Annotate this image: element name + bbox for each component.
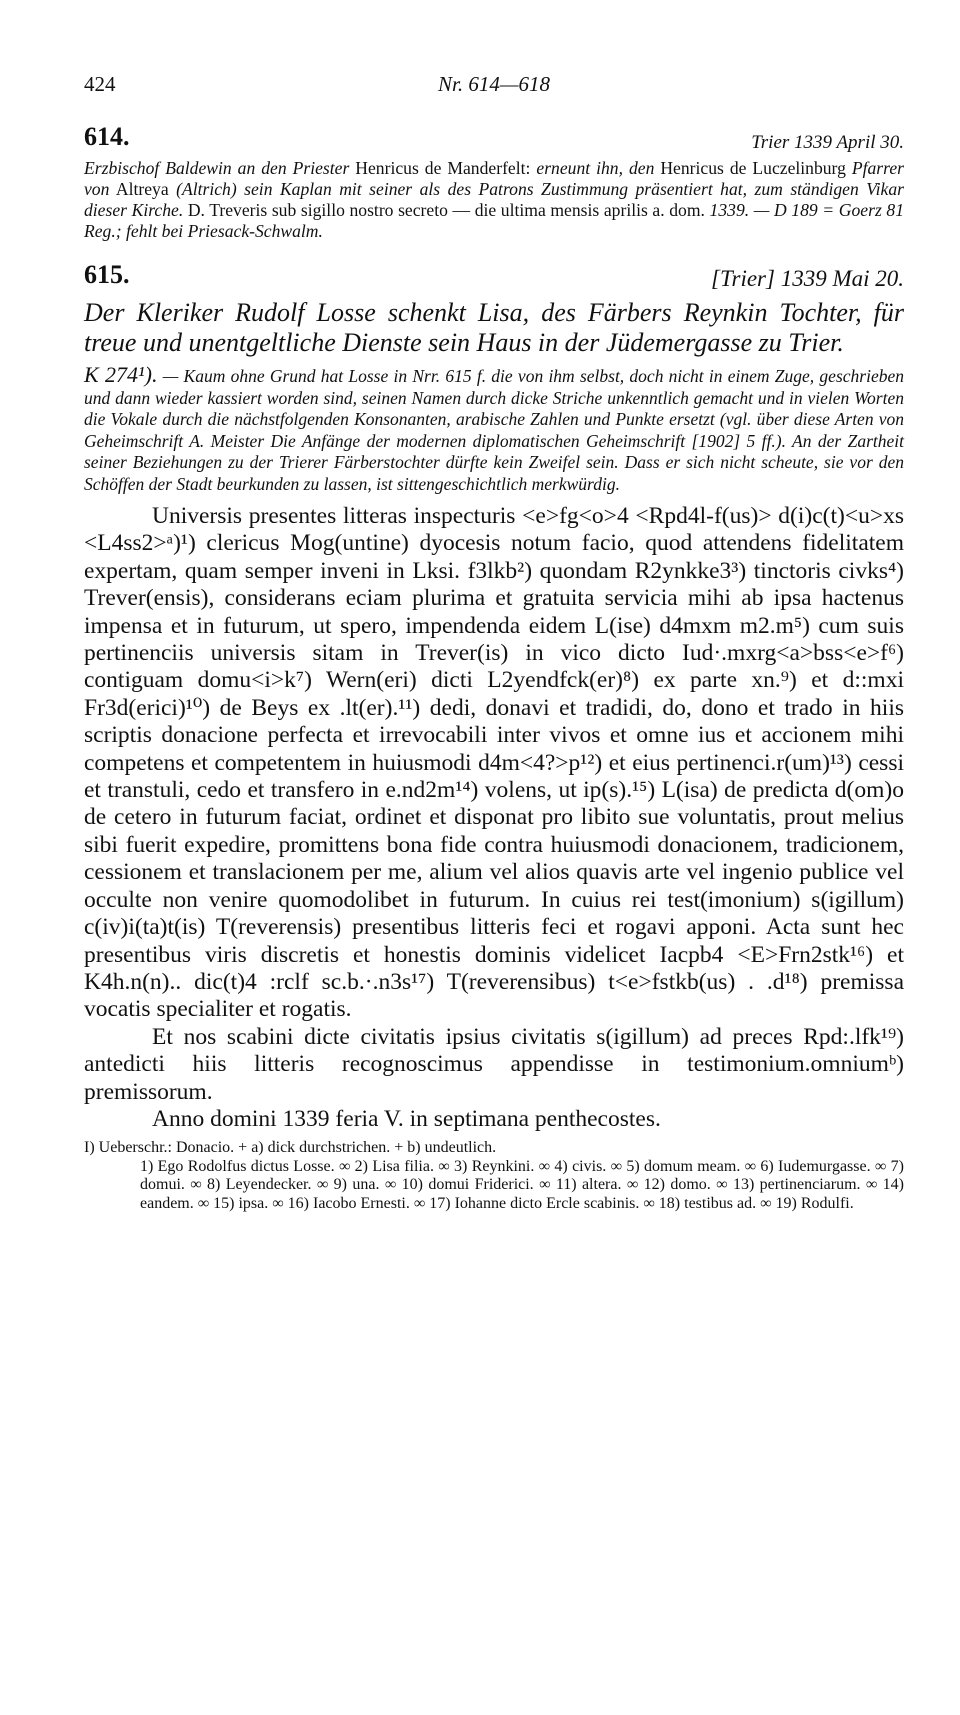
running-head-title: Nr. 614—618 — [437, 72, 551, 96]
doc-615-remarks-text: — Kaum ohne Grund hat Losse in Nrr. 615 f. die von ihm selbst, doch nicht in einem Zuge, geschrieben und dann wieder kassiert worden sind, seinen Namen durch dicke Striche unkenntlich gemacht und in vielen Worten die Vokale durch die nächstfolgenden Konsonanten, arabische Zahlen und Punkte ersetzt (vgl. über diese Arten von Geheimschrift A. Meister Die Anfänge der modernen diplomatischen Geheimschrift [1902] 5 ff.). An der Zartheit seiner Beziehungen zu der Trierer Färberstochter dürfte kein Zweifel sein. Dass er sich nicht scheute, sie vor den Schöffen der Stadt beurkunden zu lassen, ist sittengeschichtlich merkwürdig. — [84, 366, 904, 494]
running-head — [84, 72, 904, 104]
doc-614-summary-g: (Altrich) sein Kaplan mit seiner als des Patrons Zustimmung präsentiert hat, zum ständigen Vikar dieser Kirche. — [84, 179, 904, 220]
doc-614-summary-c: erneunt ihn, den — [536, 158, 655, 178]
doc-614-number: 614. — [84, 122, 130, 151]
doc-615-number: 615. — [84, 260, 130, 289]
doc-615-summary: Der Kleriker Rudolf Losse schenkt Lisa, des Färbers Reynkin Tochter, für treue und unentgeltliche Dienste sein Haus in der Jüdemergasse zu Trier. — [84, 298, 904, 357]
doc-615-remarks — [84, 364, 904, 495]
doc-614-date: Trier 1339 April 30. — [751, 132, 904, 153]
page — [84, 72, 904, 1213]
doc-615-notes — [84, 1139, 904, 1213]
doc-615-note-main: I) Ueberschr.: Donacio. + a) dick durchstrichen. + b) undeutlich. — [84, 1139, 497, 1157]
doc-615-signature: K 274¹). — [84, 362, 158, 387]
doc-615-text-p1: Universis presentes litteras inspecturis <e>fg<o>4 <Rpd4l-f(us)> d(i)c(t)<u>xs <L4ss2>ᵃ)¹) clericus Mog(untine) dyocesis notum facio, quod attendens fidelitatem expertam, quam semper inveni in Lksi. f3lkb²) quondam R2ynkke3³) tinctoris civks⁴) Trever(ensis), considerans eciam plurima et gratuita servicia mihi ab ipsa hactenus impensa et in futurum, ut spero, impendenda eidem L(ise) d4mxm m2.m⁵) cum suis pertinenciis universis sitam in Trever(is) in vico dicto Iud·.mxrg<a>bss<e>f⁶) contiguam domu<i>k⁷) Wern(eri) dicti L2yendfck(er)⁸) ex parte xn.⁹) et d::mxi Fr3d(erici)¹⁰) de Beys ex .lt(er).¹¹) dedi, donavi et tradidi, do, dono et trado in hiis scriptis donacione perfecta et irrevocabili inter vivos et omne ius et accionem mihi competens et competentem in huiusmodi d4m<4?>p¹²) et eius pertinenci.r(um)¹³) cessi et transtuli, cedo et transfero in e.nd2m¹⁴) volens, ut ip(s).¹⁵) L(isa) de predicta d(om)o de cetero in futurum faciat, ordinet et disponat pro libito sue voluntatis, prout melius sibi fuerit expedire, promittens bona fide contra huiusmodi donacionem, tradicionem, cessionem et translacionem per me, alium vel alios quavis arte vel ingenio publice vel occulte non venire quomodolibet in futurum. In cuius rei test(imonium) s(igillum) c(iv)i(ta)t(is) T(reverensis) presentibus litteris feci et rogavi apponi. Acta sunt hec presentibus viris discretis et honestis dominis videlicet Iacpb4 <E>Frn2stk¹⁶) et K4h.n(n).. dic(t)4 :rclf sc.b.·.n3s¹⁷) T(reverensibus) t<e>fstkb(us) . .d¹⁸) premissa vocatis specialiter et rogatis. — [84, 503, 904, 1023]
doc-615-footnotes: 1) Ego Rodolfus dictus Losse. ∞ 2) Lisa filia. ∞ 3) Reynkini. ∞ 4) civis. ∞ 5) domum meam. ∞ 6) Iudemurgasse. ∞ 7) domui. ∞ 8) Leyendecker. ∞ 9) una. ∞ 10) domui Friderici. ∞ 11) altera. ∞ 12) domo. ∞ 13) pertinenciarum. ∞ 14) eandem. ∞ 15) ipsa. ∞ 16) Iacobo Ernesti. ∞ 17) Iohanne dicto Ercle scabinis. ∞ 18) testibus ad. ∞ 19) Rodulfi. — [140, 1157, 904, 1212]
doc-614-summary-h: D. Treveris sub sigillo nostro secreto — die ultima mensis aprilis a. dom. — [183, 200, 710, 220]
doc-614-summary-e: Pfarrer von — [84, 158, 905, 199]
doc-614-summary-a: Erzbischof Baldewin an den Priester — [84, 158, 350, 178]
doc-615-text — [84, 503, 904, 1133]
doc-615-date: [Trier] 1339 Mai 20. — [711, 266, 904, 291]
doc-614-header — [84, 122, 904, 158]
doc-614-summary-f: Altreya — [109, 179, 177, 199]
doc-614-summary-b: Henricus de Manderfelt: — [349, 158, 537, 178]
doc-614-summary — [84, 158, 904, 242]
doc-614-summary-i: 1339. — D 189 = Goerz 81 Reg.; fehlt bei Priesack-Schwalm. — [84, 200, 904, 241]
doc-615-text-p2: Et nos scabini dicte civitatis ipsius civitatis s(igillum) ad preces Rpd:.lfk¹⁹) antedicti hiis litteris recognoscimus appendisse in testimonium.omniumᵇ) premissorum. — [84, 1023, 904, 1105]
doc-614-summary-d: Henricus de Luczelinburg — [654, 158, 852, 178]
page-number: 424 — [84, 72, 116, 96]
doc-615-header — [84, 260, 904, 296]
doc-615-text-p3: Anno domini 1339 feria V. in septimana penthecostes. — [152, 1105, 661, 1132]
